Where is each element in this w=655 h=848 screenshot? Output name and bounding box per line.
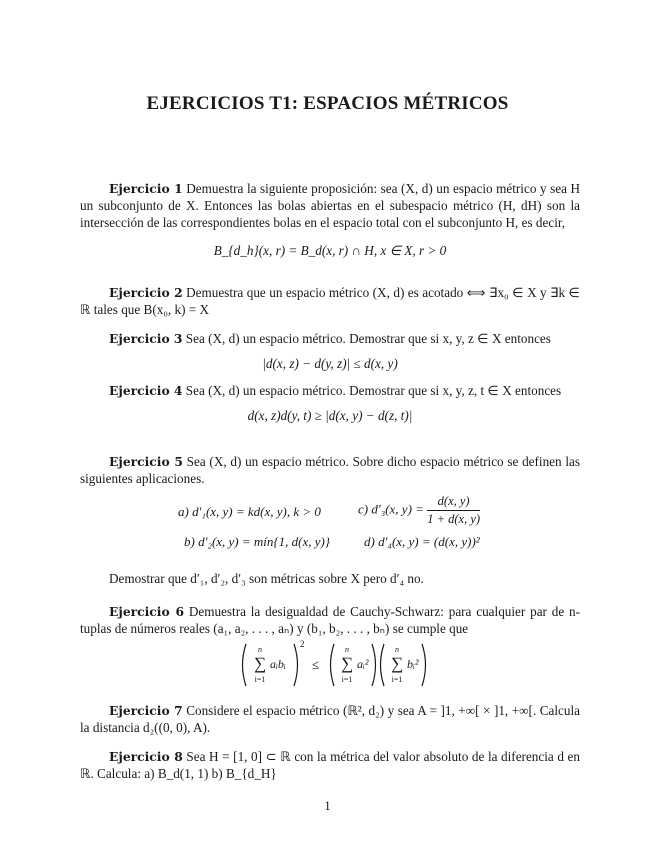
exercise-5-item-c	[358, 494, 480, 527]
exercise-5-item-c-numerator: d(x, y)	[427, 494, 480, 511]
cauchy-schwarz-inequality	[230, 638, 430, 692]
sum-1-sign: ∑	[253, 654, 267, 673]
exercise-6-label: Ejercicio 6	[109, 604, 184, 619]
exercise-4-formula: d(x, z)d(y, t) ≥ |d(x, y) − d(z, t)|	[247, 408, 413, 423]
exercise-4-label: Ejercicio 4	[109, 383, 183, 398]
exercise-2-text: Demuestra que un espacio métrico (X, d) es acotado ⟺ ∃x₀ ∈ X y ∃k ∈ ℝ tales que B(x₀, k) = X	[80, 285, 581, 317]
sum-2-top: n	[345, 645, 349, 654]
exercise-3-label: Ejercicio 3	[109, 331, 183, 346]
exercise-5-paragraph	[80, 453, 580, 487]
exercise-5-item-a: a) d′₁(x, y) = kd(x, y), k > 0	[178, 504, 321, 519]
right-paren-3	[422, 644, 426, 686]
exercise-5-item-c-lhs: c) d′₃(x, y) =	[358, 501, 424, 517]
sum-3-top: n	[395, 645, 399, 654]
exercise-7-paragraph	[80, 702, 580, 736]
sum-3-sign: ∑	[390, 654, 404, 673]
exercise-5-item-d: d) d′₄(x, y) = (d(x, y))²	[364, 534, 480, 549]
exercise-3-formula: |d(x, z) − d(y, z)| ≤ d(x, y)	[262, 356, 398, 371]
power-two: 2	[300, 639, 305, 649]
sum-1-top: n	[258, 645, 262, 654]
exercise-8-paragraph	[80, 748, 580, 782]
exercise-4-text: Sea (X, d) un espacio métrico. Demostrar que si x, y, z, t ∈ X entonces	[185, 383, 562, 398]
left-paren-1	[243, 644, 247, 686]
page-number: 1	[324, 798, 331, 813]
less-equal-sign: ≤	[312, 657, 320, 672]
sum-1-term: aᵢbᵢ	[270, 657, 286, 671]
exercise-1-label: Ejercicio 1	[109, 181, 183, 196]
sum-2-term: aᵢ²	[357, 657, 369, 671]
exercise-8-text: Sea H = [1, 0] ⊂ ℝ con la métrica del valor absoluto de la diferencia d en ℝ. Calcula: a) B_d(1, 1) b) B_{d_H}	[80, 749, 580, 781]
sum-3-term: bᵢ²	[407, 657, 419, 671]
exercise-8-label: Ejercicio 8	[109, 749, 183, 764]
exercise-6-paragraph	[80, 603, 580, 637]
exercise-5-item-b: b) d′₂(x, y) = mín{1, d(x, y)}	[184, 534, 331, 549]
exercise-2-paragraph	[80, 284, 580, 318]
exercise-5-label: Ejercicio 5	[109, 454, 183, 469]
left-paren-2	[331, 644, 335, 686]
exercise-1-formula: B_{d_h}(x, r) = B_d(x, r) ∩ H, x ∈ X, r > 0	[213, 243, 447, 258]
right-paren-2	[372, 644, 376, 686]
left-paren-3	[381, 644, 385, 686]
exercise-1-paragraph	[80, 180, 580, 231]
sum-3-bottom: i=1	[391, 675, 403, 684]
exercise-1-text: Demuestra la siguiente proposición: sea (X, d) un espacio métrico y sea H un subconjunto de X. Entonces las bolas abiertas en el subespacio métrico (H, dH) son la intersección de las correspondientes bolas en el espacio total con el subconjunto H, es decir,	[80, 181, 580, 230]
exercise-6-text: Demuestra la desigualdad de Cauchy-Schwarz: para cualquier par de n-tuplas de números reales (a₁, a₂, . . . , aₙ) y (b₁, b₂, . . . , bₙ) se cumple que	[80, 604, 581, 636]
exercise-7-text: Considere el espacio métrico (ℝ², d₂) y sea A = ]1, +∞[ × ]1, +∞[. Calcula la distancia d₂((0, 0), A).	[80, 703, 581, 735]
exercise-5-conclusion: Demostrar que d′₁, d′₂, d′₃ son métricas sobre X pero d′₄ no.	[109, 571, 424, 586]
page-title: EJERCICIOS T1: ESPACIOS MÉTRICOS	[146, 93, 509, 114]
exercise-4-paragraph	[80, 382, 580, 399]
right-paren-1	[294, 644, 298, 686]
exercise-5-item-c-fraction	[427, 494, 480, 527]
exercise-2-label: Ejercicio 2	[109, 285, 183, 300]
sum-2-bottom: i=1	[341, 675, 353, 684]
sum-1-bottom: i=1	[254, 675, 266, 684]
exercise-3-paragraph	[80, 330, 580, 347]
exercise-7-label: Ejercicio 7	[109, 703, 183, 718]
sum-2-sign: ∑	[340, 654, 354, 673]
exercise-5-text: Sea (X, d) un espacio métrico. Sobre dicho espacio métrico se definen las siguientes aplicaciones.	[80, 454, 581, 486]
exercise-5-item-c-denominator: 1 + d(x, y)	[427, 512, 481, 526]
exercise-3-text: Sea (X, d) un espacio métrico. Demostrar que si x, y, z ∈ X entonces	[185, 331, 551, 346]
